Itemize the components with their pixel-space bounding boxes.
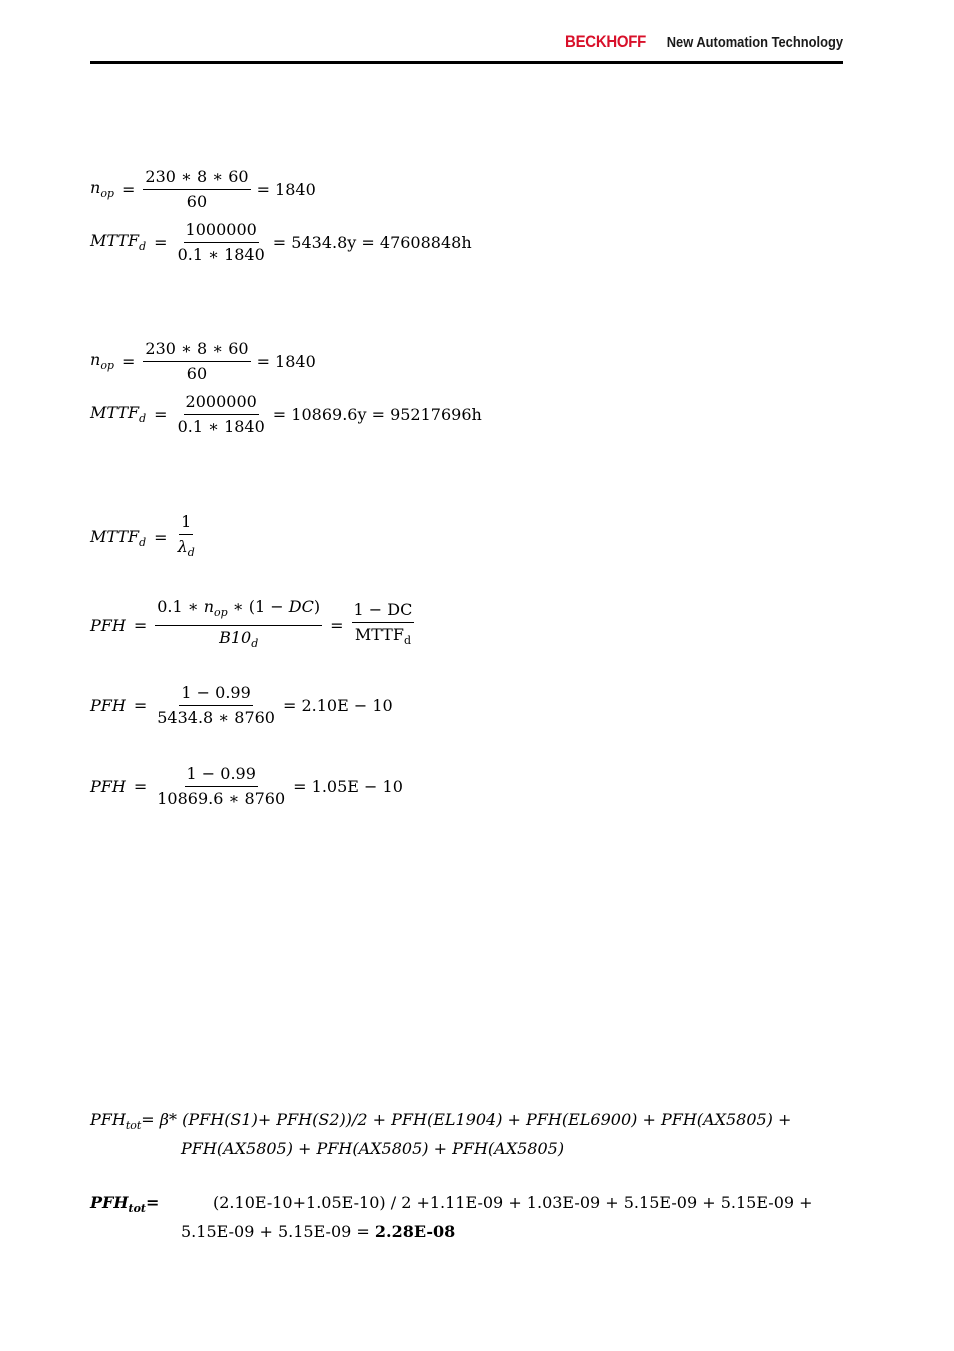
calculation-line-2: 5.15E-09 + 5.15E-09 = — [181, 1222, 375, 1242]
header-tagline: New Automation Technology — [666, 34, 843, 51]
equation-lhs: $MTTF_d$ — [90, 526, 147, 549]
denominator: 60 — [186, 364, 208, 383]
denominator: $MTTF_d$ — [354, 625, 411, 648]
equation-lhs: PFH — [90, 616, 126, 636]
equation-pfh-general: PFH = $\frac{0.1 ∗ n_{op} ∗ (1 - DC)}{B10_d}$ = $\frac{1 - DC}{MTTF_d}$ — [90, 598, 414, 653]
calculation-line-1: (2.10E-10+1.05E-10) / 2 +1.11E-09 + 1.03E-09 + 5.15E-09 + 5.15E-09 + — [213, 1193, 813, 1212]
equation-mttfd-2: $MTTF_d$ = $\frac{2000000}{0.1 ∗ 1840}$ = 10869.6y = 95217696h — [90, 392, 482, 436]
denominator: $\lambda_d$ — [177, 537, 195, 560]
equation-result: = 1840 — [256, 180, 316, 199]
equation-lhs: $MTTF_d$ — [90, 231, 147, 254]
equation-mttfd-lambda: $MTTF_d$ = $\frac{1}{\lambda_d}$ — [90, 513, 197, 562]
denominator: 5434.8 ∗ 8760 — [157, 708, 275, 727]
pfh-total-formula — [90, 1108, 791, 1160]
numerator: 230 ∗ 8 ∗ 60 — [143, 168, 250, 190]
equation-lhs: PFH — [90, 777, 126, 796]
beckhoff-logo: BECKHOFF — [564, 32, 646, 51]
denominator: 0.1 ∗ 1840 — [177, 417, 265, 436]
numerator: 2000000 — [184, 393, 259, 415]
fraction — [352, 601, 415, 650]
formula-line-1: = β* (PFH(S1)+ PFH(S2))/2 + PFH(EL1904) + PFH(EL6900) + PFH(AX5805) + — [141, 1110, 792, 1129]
fraction — [155, 765, 287, 808]
fraction — [176, 221, 267, 264]
numerator: 230 ∗ 8 ∗ 60 — [143, 340, 250, 362]
numerator: 1 − 0.99 — [185, 765, 258, 787]
pfh-total-calculation — [90, 1191, 813, 1243]
equation-result: = 10869.6y = 95217696h — [272, 405, 482, 424]
fraction — [155, 684, 277, 727]
equation-result: = 5434.8y = 47608848h — [272, 233, 472, 252]
equation-lhs: $MTTF_d$ — [90, 403, 147, 426]
formula-line-2: PFH(AX5805) + PFH(AX5805) + PFH(AX5805) — [181, 1139, 565, 1159]
equation-pfh-s2: PFH = $\frac{1 - 0.99}{10869.6 ∗ 8760}$ = 1.05E − 10 — [90, 764, 403, 808]
equation-nop-2: $n_{op}$ = $\frac{230 ∗ 8 ∗ 60}{60}$ = 1840 — [90, 339, 316, 383]
numerator: 1 — [179, 513, 193, 535]
equation-lhs: PFH — [90, 696, 126, 715]
fraction — [155, 598, 322, 653]
numerator: 0.1 ∗ $n_{op}$ ∗ (1 − DC) — [155, 598, 322, 626]
denominator: 0.1 ∗ 1840 — [177, 245, 265, 264]
page-header — [90, 30, 843, 64]
denominator: 60 — [186, 192, 208, 211]
equation-result: = 2.10E − 10 — [282, 696, 393, 715]
numerator: 1000000 — [184, 221, 259, 243]
equation-mttfd-1: $MTTF_d$ = $\frac{1000000}{0.1 ∗ 1840}$ = 5434.8y = 47608848h — [90, 220, 472, 264]
header-rule — [90, 61, 843, 64]
equation-nop-1: $n_{op}$ = $\frac{230 ∗ 8 ∗ 60}{60}$ = 1840 — [90, 167, 316, 211]
fraction — [143, 340, 250, 383]
formula-lhs: $PFH_{tot}$ — [90, 1110, 142, 1133]
numerator: 1 − DC — [352, 601, 415, 623]
equation-lhs: $n_{op}$ — [90, 350, 114, 373]
equation-result: = 1.05E − 10 — [293, 777, 403, 796]
denominator: 10869.6 ∗ 8760 — [157, 789, 286, 808]
numerator: 1 − 0.99 — [179, 684, 252, 706]
fraction — [143, 168, 250, 211]
denominator: $B10_d$ — [219, 628, 259, 651]
equation-result: = 1840 — [256, 352, 316, 371]
pfh-total-value: 2.28E-08 — [374, 1222, 456, 1242]
equation-lhs: $n_{op}$ — [90, 178, 114, 201]
calculation-lhs: $PFH_{tot}=$ — [90, 1193, 160, 1216]
fraction — [176, 393, 267, 436]
fraction — [176, 513, 197, 562]
equation-pfh-s1: PFH = $\frac{1 - 0.99}{5434.8 ∗ 8760}$ = 2.10E − 10 — [90, 683, 393, 727]
